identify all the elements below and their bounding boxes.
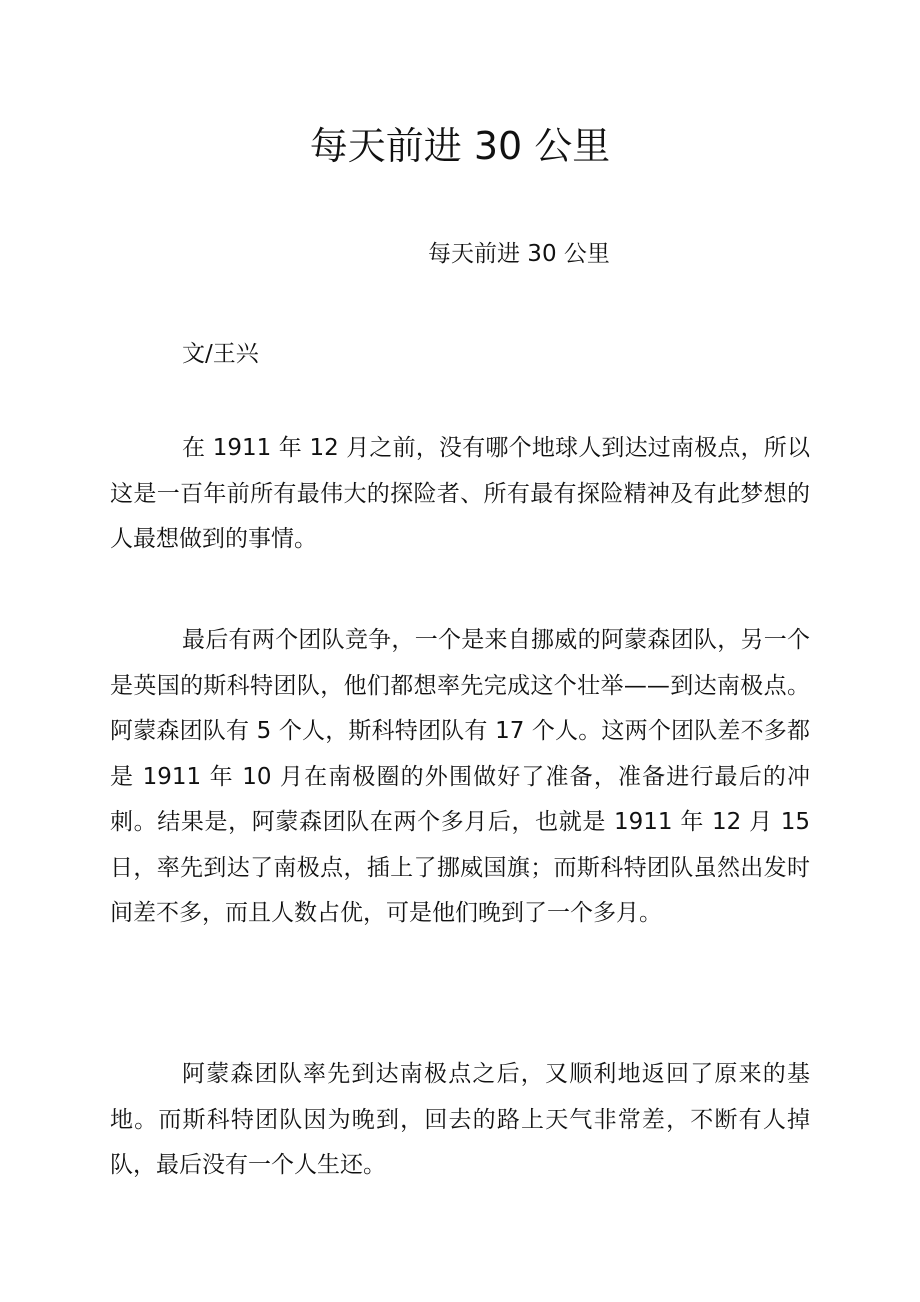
paragraph: 最后有两个团队竞争，一个是来自挪威的阿蒙森团队，另一个是英国的斯科特团队，他们都想率先完成这个壮举——到达南极点。阿蒙森团队有 5 个人，斯科特团队有 17 个人。这两个团队差不多都是 1911 年 10 月在南极圈的外围做好了准备，准备进行最后的冲刺。结果是，阿蒙森团队在两个多月后，也就是 1911 年 12 月 15 日，率先到达了南极点，插上了挪威国旗；而斯科特团队虽然出发时间差不多，而且人数占优，可是他们晚到了一个多月。 xyxy=(110,627,810,926)
paragraph: 阿蒙森团队率先到达南极点之后，又顺利地返回了原来的基地。而斯科特团队因为晚到，回去的路上天气非常差，不断有人掉队，最后没有一个人生还。 xyxy=(110,1061,810,1178)
paragraph: 在 1911 年 12 月之前，没有哪个地球人到达过南极点，所以这是一百年前所有最伟大的探险者、所有最有探险精神及有此梦想的人最想做到的事情。 xyxy=(110,435,810,552)
author-line: 文/王兴 xyxy=(182,341,259,367)
document-subtitle: 每天前进 30 公里 xyxy=(428,241,610,267)
document-title: 每天前进 30 公里 xyxy=(309,124,611,168)
